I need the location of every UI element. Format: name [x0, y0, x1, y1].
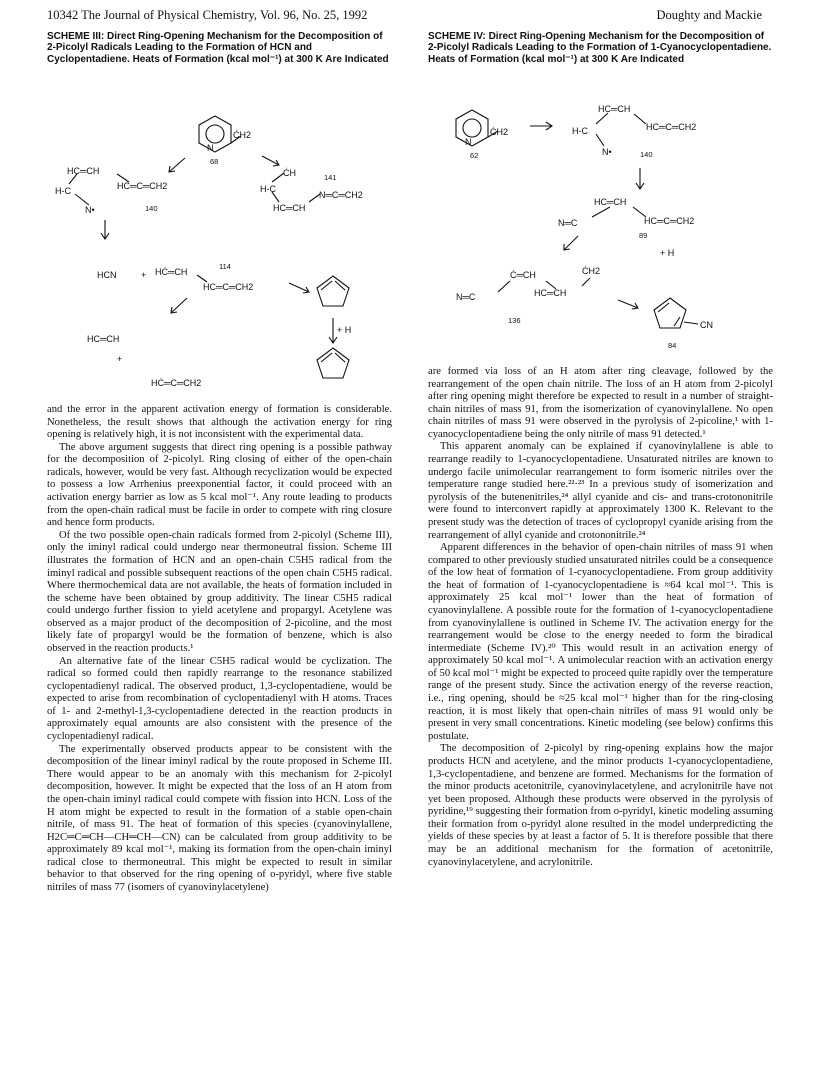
s3-ch-dot: ĊH	[283, 168, 296, 178]
s3-heat-141: 141	[324, 173, 337, 182]
scheme3-diagram	[47, 110, 392, 395]
right-paragraph: are formed via loss of an H atom after ring cleavage, followed by the rearrangement of the open chain nitrile. The loss of an H atom from 2-picolyl after ring opening might therefore be expected to result in a number of straight-chain nitriles of mass 91, from the isomerization of cyanovinylallene. No open chain nitriles of mass 91 were observed in the pyrolysis of 2-picoline,¹ with 1-cyanocyclopentadiene being the only nitrile of mass 91 detected.¹	[428, 366, 773, 440]
s4-h-c: H-C	[572, 126, 588, 136]
s3-h-c: H-C	[55, 186, 71, 196]
s4-n-c: N═C	[558, 218, 578, 228]
s4-picolyl-ch2: ĊH2	[490, 127, 509, 137]
s3-heat-140: 140	[145, 204, 158, 213]
s3-heat-114: 114	[219, 262, 231, 271]
s3-heat-68: 68	[210, 157, 219, 166]
cyanocyclopentadiene-ring	[654, 298, 686, 328]
right-paragraph: The decomposition of 2-picolyl by ring-opening explains how the major products HCN and acetylene, and the minor products 1-cyanocyclopentadiene, 1,3-cyclopentadiene, and benzene are formed. Mechanisms for the formation of the minor products acetonitrile, cyanovinylacetylene, and acrylonitrile have not yet been proposed. Although these products were observed in the pyrolysis of pyridine,¹⁹ suggesting their formation from o-pyridyl, kinetic modeling assuming their formation from o-pyridyl alone resulted in the model underpredicting the yields of these species by at least a factor of 5. It is therefore possible that there may be an additional mechanism for the formation of acetonitrile, cyanovinylacetylene, and acrylonitrile.	[428, 743, 773, 868]
cyclopentadienyl-ring	[317, 276, 349, 306]
left-paragraph: The above argument suggests that direct ring opening is a possible pathway for the decomposition of 2-picolyl. Ring closing of either of the open-chain radicals, however, would be very fast. Although recyclization would be expected to possess a low Arrhenius preexponential factor, it could proceed with an activation energy barrier as low as 5 kcal mol⁻¹. Any route leading to products from the open-chain radical must be facile in order to compete with ring closure and hence form products.	[47, 441, 392, 529]
s3-acetylene: HC═CH	[87, 334, 120, 344]
s3-plus: +	[141, 270, 147, 280]
arrow-sw-2	[171, 298, 187, 313]
s4-n-dot: N•	[602, 147, 612, 157]
s4-picolyl-n: N	[465, 137, 472, 147]
s4-hc-ch-2: HC═CH	[594, 197, 627, 207]
s3-hc-c-ch2-b: HC═C═CH2	[203, 282, 254, 292]
right-paragraph: This apparent anomaly can be explained if cyanovinylallene is able to rearrange readily to 1-cyanocyclopentadiene. Unsaturated nitriles are known to undergo facile unimolecular rearrangement to form isomeric nitriles over the temperature range studied here.²²·²³ In a previous study of isomerization and pyrolysis of the butenenitriles,²⁴ allyl cyanide and cis- and trans-crotononitrile were found to interconvert rapidly at approximately 1300 K. Relevant to the present study was the detection of traces of cyclopropyl cyanide arising from the rearrangement of allyl cyanide and crotononitrile.²⁴	[428, 441, 773, 541]
aromatic-circle	[206, 125, 224, 143]
s4-heat-136: 136	[508, 316, 521, 325]
s3-hc-ch-dot: HĊ═CH	[155, 267, 188, 277]
s4-hc-c-ch2: HC═C═CH2	[646, 122, 697, 132]
s3-n-c-ch2: N═C═CH2	[319, 190, 363, 200]
arrow-sw-1	[564, 236, 578, 250]
left-paragraph: and the error in the apparent activation energy of formation is considerable. Nonetheless, the result shows that although the activation energy for ring opening is relatively high, it is not inconsistent with the experimental data.	[47, 404, 392, 441]
left-paragraph: Of the two possible open-chain radicals formed from 2-picolyl (Scheme III), only the iminyl radical could undergo near thermoneutral fission. Scheme III illustrates the formation of HCN and an open-chain C5H5 radical from the iminyl radical and possible subsequent reactions of the open chain C5H5 radical. Where thermochemical data are not available, the heats of formation included in the scheme have been obtained by group additivity. The linear C5H5 radical could undergo further fission to yield acetylene and propargyl. Acetylene was observed as a major product of the decomposition of 2-picoline, and the most likely fate of propargyl would be the formation of benzene, which is also observed in the reaction products.¹	[47, 529, 392, 654]
s3-plus-h: + H	[337, 325, 352, 335]
s4-ch2-dot: ĊH2	[582, 266, 601, 276]
left-column	[47, 404, 392, 895]
s4-heat-89: 89	[639, 231, 648, 240]
arrow-sw-1	[169, 158, 185, 172]
s3-h-c-2: H-C	[260, 184, 276, 194]
left-paragraph: An alternative fate of the linear C5H5 radical would be cyclization. The radical so formed could then rapidly rearrange to the resonance stabilized cyclopentadienyl radical. The observed product, 1,3-cyclopentadiene, would be expected to arise from recombination of cyclopentadienyl with H atoms. Traces of 1- and 2-methyl-1,3-cyclopentadiene detected in the reaction products in approximately equal amounts are also consistent with the presence of the cyclopentadienyl radical.	[47, 655, 392, 743]
s4-cn: CN	[700, 320, 713, 330]
right-paragraph: Apparent differences in the behavior of open-chain nitriles of mass 91 when compared to other previously studied unsaturated nitriles could be a consequence of the low heat of formation of 1-cyanocyclopentadiene. From group additivity the heat of formation of 1-cyanocyclopentadiene is ≈64 kcal mol⁻¹. This is approximately 25 kcal mol⁻¹ lower than the heat of formation of cyanovinylallene. A possible route for the formation of 1-cyanocyclopentadiene from cyanovinylallene is outlined in Scheme IV. The activation energy for the rearrangement would be close to the energy needed to form the biradical intermediate (Scheme IV).²⁰ This would result in an activation energy of approximately 50 kcal mol⁻¹. A unimolecular reaction with an activation energy of 50 kcal mol⁻¹ might be expected to proceed quite rapidly over the temperature range of the present study. Since the activation energy of the reverse reaction, i.e., ring opening, should be ≈25 kcal mol⁻¹ higher than for the ring-closing reaction, it is most likely that open-chain nitriles of mass 91 would only be present in very small concentrations. Kinetic modeling (see below) confirms this postulate.	[428, 542, 773, 742]
scheme3-title: SCHEME III: Direct Ring-Opening Mechanism for the Decomposition of 2-Picolyl Radicals Leading to the Formation of HCN and Cyclopentadiene. Heats of Formation (kcal mol⁻¹) at 300 K Are Indicated	[47, 31, 389, 65]
s4-hc-ch: HC═CH	[598, 104, 631, 114]
pyridine-ring	[456, 110, 488, 146]
left-paragraph: The experimentally observed products appear to be consistent with the decomposition of the linear iminyl radical by the route proposed in Scheme III. There would appear to be an anomaly with this mechanism for 2-picolyl decomposition, however. It might be expected that the loss of an H atom from the open-chain iminyl radical could compete with fission into HCN. Loss of the H atom might be expected to result in the formation of a stable open-chain nitrile, of mass 91. The heat of formation of this species (cyanovinylallene, H2C═C═CH—CH═CH—CN) can be calculated from group additivity to be approximately 89 kcal mol⁻¹, making its formation from the open-chain iminyl radical close to thermoneutral. This might be expected to result in similar behavior to that observed for the ring opening of o-pyridyl, where five stable nitriles of mass 77 (isomers of cyanovinylacetylene)	[47, 743, 392, 893]
cyclopentadiene-ring	[317, 348, 349, 378]
aromatic-circle	[463, 119, 481, 137]
running-header-left: 10342 The Journal of Physical Chemistry, Vol. 96, No. 25, 1992	[47, 8, 368, 22]
s3-picolyl-ch2: ĊH2	[233, 130, 252, 140]
s3-hc-ch: HC═CH	[67, 166, 100, 176]
right-column	[428, 366, 773, 869]
s3-propargyl: HĊ═C═CH2	[151, 378, 202, 388]
s4-heat-62: 62	[470, 151, 479, 160]
s3-n-dot: N•	[85, 205, 95, 215]
running-header-right: Doughty and Mackie	[656, 8, 762, 22]
s4-n-c-2: N═C	[456, 292, 476, 302]
s4-hc-ch-3: HC═CH	[534, 288, 567, 298]
s4-plus-h: + H	[660, 248, 675, 258]
s4-heat-84: 84	[668, 341, 677, 350]
s4-hc-c-ch2-2: HC═C═CH2	[644, 216, 695, 226]
scheme4-diagram	[428, 100, 783, 362]
s3-hc-c-ch2: HC═C═CH2	[117, 181, 168, 191]
s3-hcn: HCN	[97, 270, 117, 280]
s4-heat-140: 140	[640, 150, 653, 159]
s3-picolyl-n: N	[207, 143, 214, 153]
scheme4-title: SCHEME IV: Direct Ring-Opening Mechanism for the Decomposition of 2-Picolyl Radicals Leading to the Formation of 1-Cyanocyclopentadiene. Heats of Formation (kcal mol⁻¹) at 300 K Are Indicated	[428, 31, 772, 65]
pyridine-ring	[199, 116, 231, 152]
s3-plus2: +	[117, 354, 123, 364]
s4-c-ch: Ċ═CH	[510, 270, 536, 280]
s3-hc-ch-b: HC═CH	[273, 203, 306, 213]
